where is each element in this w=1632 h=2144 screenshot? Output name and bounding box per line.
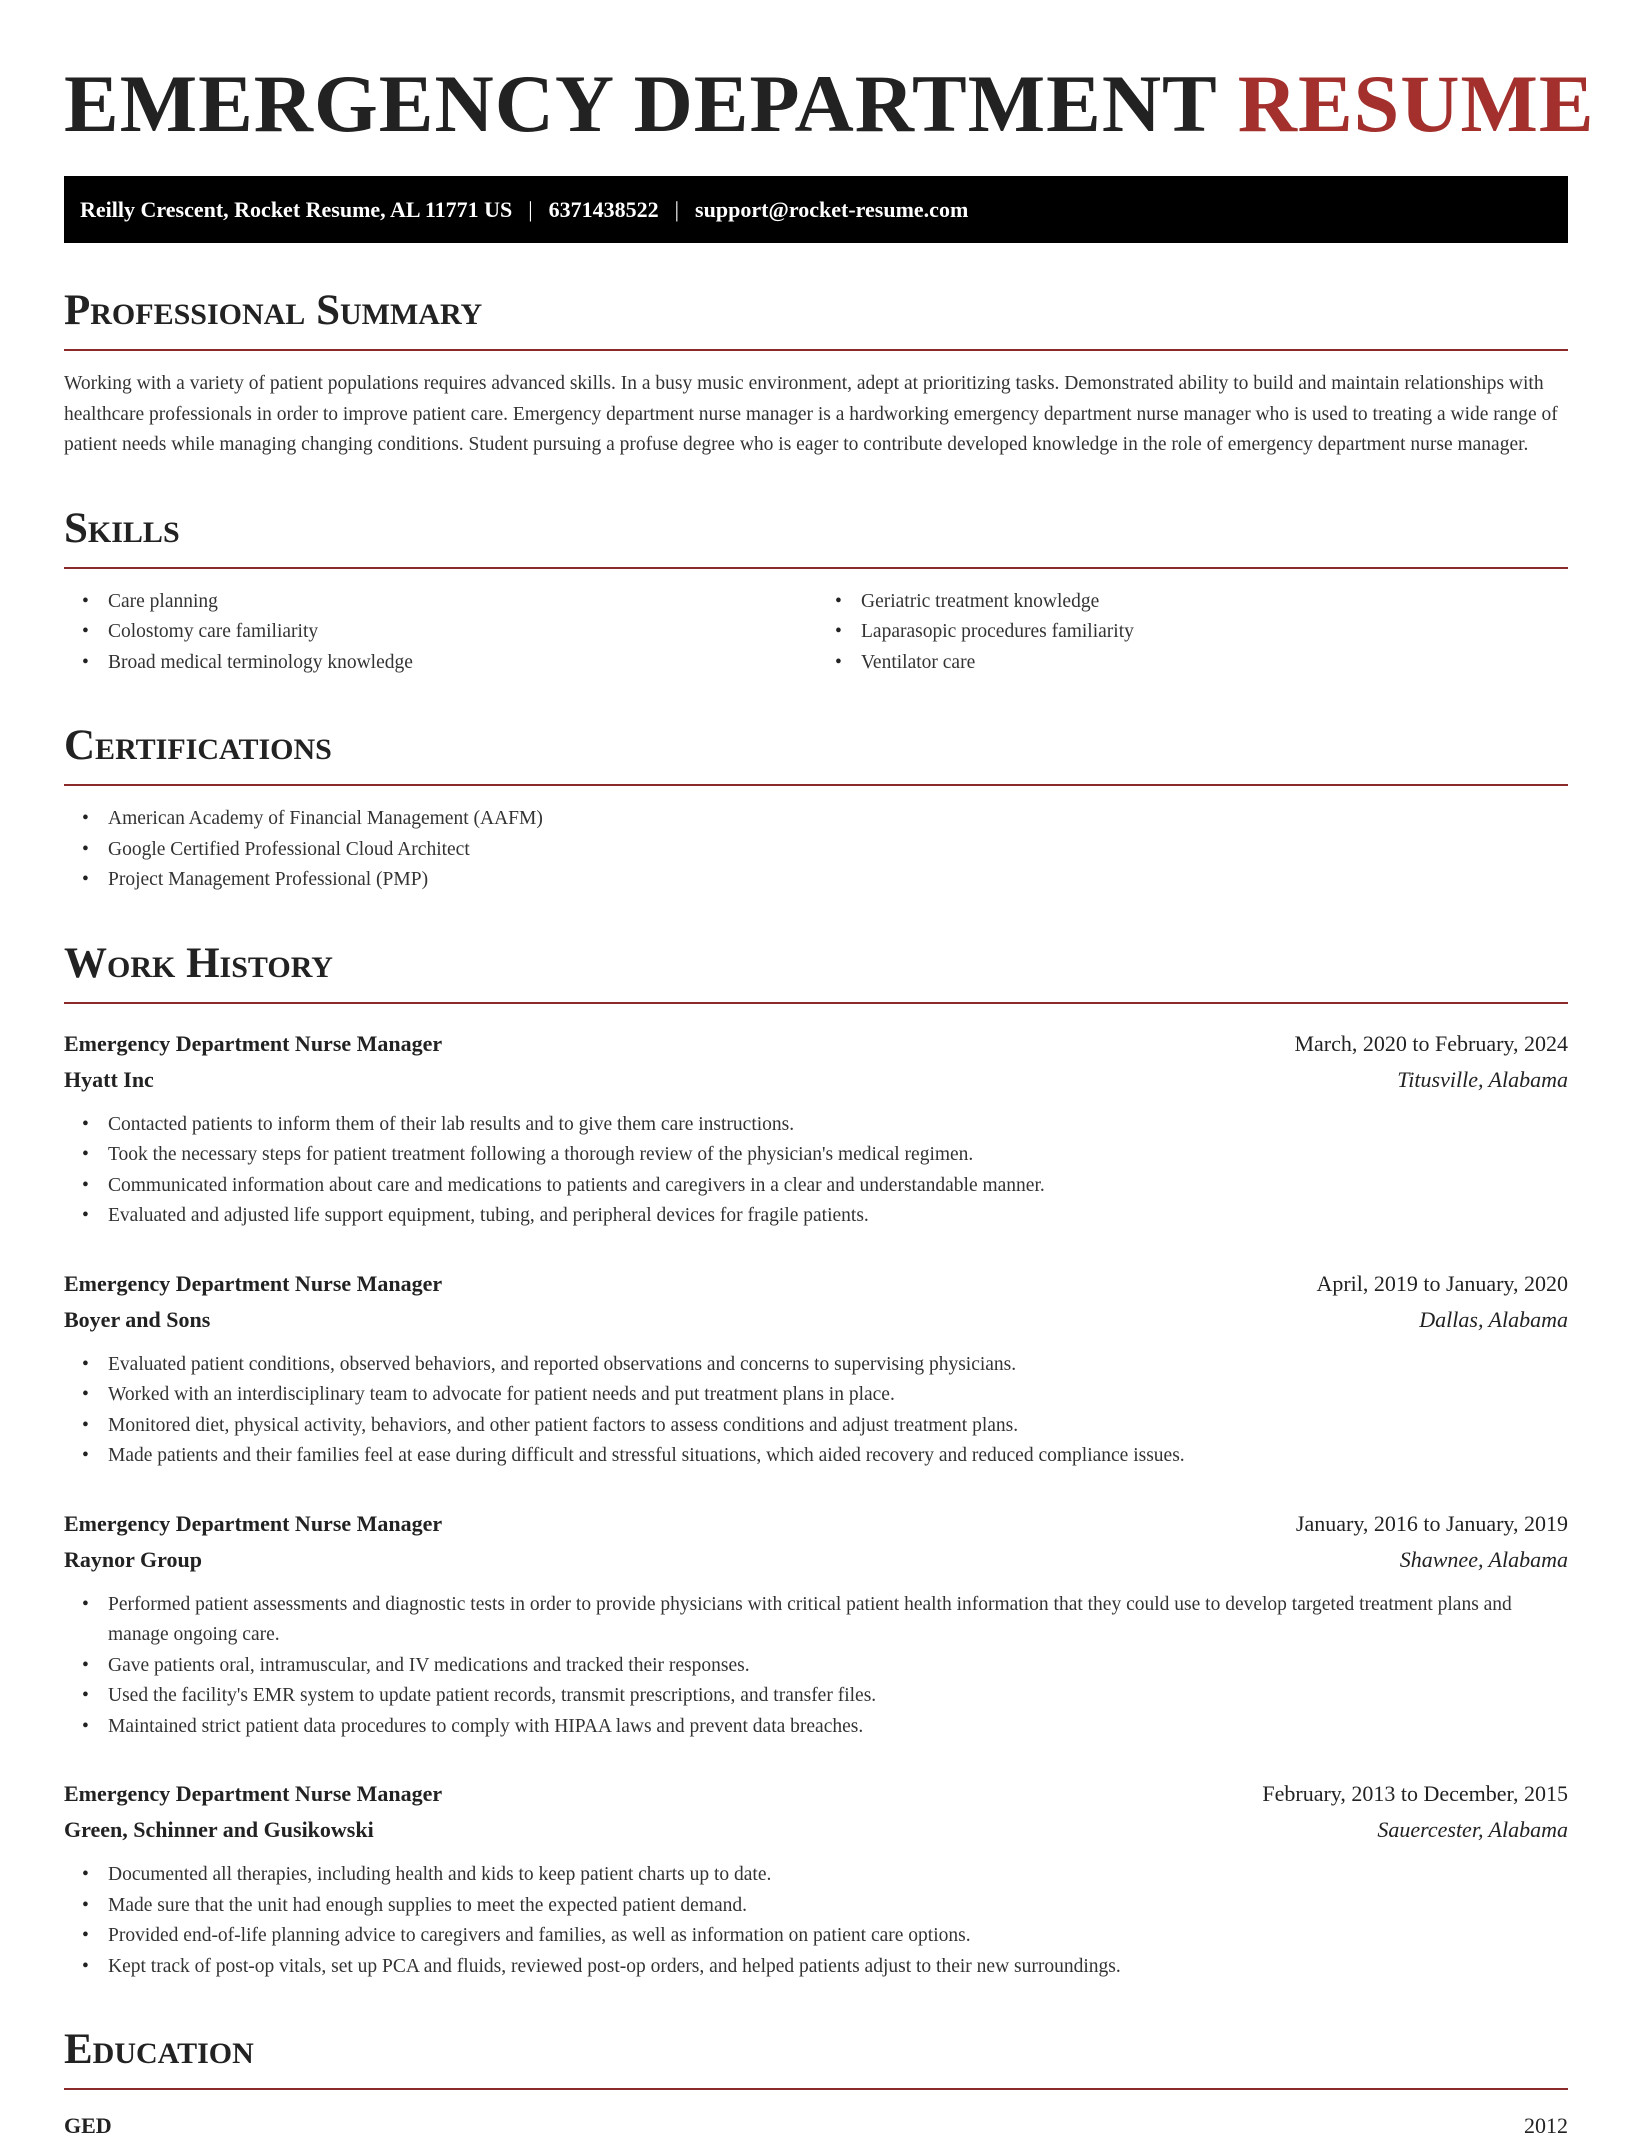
- job-bullets: [64, 1590, 1568, 1743]
- skill-item: • Geriatric treatment knowledge: [861, 587, 1568, 618]
- skill-item: • Laparasopic procedures familiarity: [861, 617, 1568, 648]
- contact-address: Reilly Crescent, Rocket Resume, AL 11771 US: [80, 196, 513, 222]
- education-row: [64, 2108, 1568, 2144]
- job-bullet: • Made sure that the unit had enough supplies to meet the expected patient demand.: [108, 1891, 1568, 1922]
- job-company: Boyer and Sons: [64, 1306, 211, 1332]
- job-entry: [64, 1266, 1568, 1472]
- job-bullet: • Provided end-of-life planning advice to caregivers and families, as well as information on patient care options.: [108, 1921, 1568, 1952]
- job-company: Raynor Group: [64, 1546, 202, 1572]
- section-divider: [64, 349, 1568, 351]
- resume-title: [64, 58, 1595, 149]
- contact-phone: 6371438522: [548, 196, 659, 222]
- job-bullet: • Made patients and their families feel at ease during difficult and stressful situations, which aided recovery and reduced compliance issues.: [108, 1441, 1568, 1472]
- job-location: Dallas, Alabama: [1419, 1306, 1568, 1332]
- job-header-row: [64, 1266, 1568, 1302]
- job-dates: February, 2013 to December, 2015: [1262, 1781, 1568, 1806]
- job-dates: March, 2020 to February, 2024: [1294, 1030, 1568, 1056]
- section-divider: [64, 784, 1568, 786]
- job-title: Emergency Department Nurse Manager: [64, 1510, 443, 1536]
- job-bullet: • Evaluated patient conditions, observed behaviors, and reported observations and concerns to supervising physicians.: [108, 1350, 1568, 1381]
- contact-separator: |: [674, 196, 680, 222]
- job-bullet: • Worked with an interdisciplinary team to advocate for patient needs and put treatment plans in place.: [108, 1380, 1568, 1411]
- skill-item: • Ventilator care: [861, 648, 1568, 679]
- certification-item: • Google Certified Professional Cloud Architect: [108, 835, 1568, 866]
- skills-list-col2: [815, 587, 1568, 679]
- section-title-work-history: Work History: [64, 939, 333, 987]
- job-bullet: • Maintained strict patient data procedures to comply with HIPAA laws and prevent data breaches.: [108, 1712, 1568, 1743]
- section-title-summary: Professional Summary: [64, 287, 483, 334]
- job-header-row: [64, 1776, 1568, 1812]
- job-bullet: • Took the necessary steps for patient treatment following a thorough review of the physician's medical regimen.: [108, 1140, 1568, 1171]
- job-entry: [64, 1026, 1568, 1232]
- section-divider: [64, 1002, 1568, 1004]
- job-company-row: [64, 1302, 1568, 1338]
- section-title-skills: Skills: [64, 504, 180, 552]
- job-dates: January, 2016 to January, 2019: [1295, 1510, 1568, 1536]
- skills-list-col1: [64, 587, 815, 679]
- job-company: Green, Schinner and Gusikowski: [64, 1817, 374, 1842]
- job-bullets: [64, 1110, 1568, 1232]
- job-title: Emergency Department Nurse Manager: [64, 1270, 443, 1296]
- section-divider: [64, 2088, 1568, 2090]
- job-bullet: • Documented all therapies, including health and kids to keep patient charts up to date.: [108, 1860, 1568, 1891]
- section-title-certifications: Certifications: [64, 722, 332, 769]
- job-company-row: [64, 1812, 1568, 1848]
- summary-text: Working with a variety of patient populations requires advanced skills. In a busy music environment, adept at prioritizing tasks. Demonstrated ability to build and maintain relationships with healthcare professionals in order to improve patient care. Emergency department nurse manager is a hardworking emergency department nurse manager who is used to treating a wide range of patient needs while managing changing conditions. Student pursuing a profuse degree who is eager to contribute developed knowledge in the role of emergency department nurse manager.: [64, 373, 1558, 455]
- job-bullet: • Used the facility's EMR system to update patient records, transmit prescriptions, and transfer files.: [108, 1681, 1568, 1712]
- job-entry: [64, 1776, 1568, 1982]
- job-company-row: [64, 1062, 1568, 1098]
- education-degree: GED: [64, 2113, 112, 2138]
- title-main: EMERGENCY DEPARTMENT: [64, 58, 1217, 149]
- certification-item: • Project Management Professional (PMP): [108, 865, 1568, 896]
- job-location: Shawnee, Alabama: [1399, 1546, 1568, 1572]
- job-location: Sauercester, Alabama: [1377, 1817, 1568, 1842]
- section-title-education: Education: [64, 2026, 254, 2073]
- job-bullet: • Gave patients oral, intramuscular, and IV medications and tracked their responses.: [108, 1651, 1568, 1682]
- job-title: Emergency Department Nurse Manager: [64, 1781, 443, 1806]
- certifications-list: [64, 804, 1568, 896]
- skill-item: • Colostomy care familiarity: [108, 617, 815, 648]
- job-bullet: • Kept track of post-op vitals, set up PCA and fluids, reviewed post-op orders, and helped patients adjust to their new surroundings.: [108, 1952, 1568, 1983]
- job-bullets: [64, 1350, 1568, 1472]
- job-header-row: [64, 1026, 1568, 1062]
- job-bullets: [64, 1860, 1568, 1982]
- skill-item: • Broad medical terminology knowledge: [108, 648, 815, 679]
- job-header-row: [64, 1506, 1568, 1542]
- job-bullet: • Communicated information about care and medications to patients and caregivers in a clear and understandable manner.: [108, 1171, 1568, 1202]
- job-company: Hyatt Inc: [64, 1066, 154, 1092]
- contact-bar: [64, 176, 1568, 243]
- job-dates: April, 2019 to January, 2020: [1316, 1270, 1568, 1296]
- certification-item: • American Academy of Financial Management (AAFM): [108, 804, 1568, 835]
- job-bullet: • Contacted patients to inform them of their lab results and to give them care instructions.: [108, 1110, 1568, 1141]
- job-company-row: [64, 1542, 1568, 1578]
- job-bullet: • Evaluated and adjusted life support equipment, tubing, and peripheral devices for fragile patients.: [108, 1201, 1568, 1232]
- skills-grid: [64, 569, 1568, 679]
- job-title: Emergency Department Nurse Manager: [64, 1030, 443, 1056]
- job-bullet: • Performed patient assessments and diagnostic tests in order to provide physicians with critical patient health information that they could use to develop targeted treatment plans and manage ongoing care.: [108, 1590, 1568, 1651]
- contact-email: support@rocket-resume.com: [695, 196, 969, 222]
- title-accent: RESUME: [1237, 58, 1595, 149]
- education-year: 2012: [1524, 2113, 1568, 2138]
- job-location: Titusville, Alabama: [1397, 1066, 1568, 1092]
- skill-item: • Care planning: [108, 587, 815, 618]
- job-bullet: • Monitored diet, physical activity, behaviors, and other patient factors to assess conditions and adjust treatment plans.: [108, 1411, 1568, 1442]
- job-entry: [64, 1506, 1568, 1743]
- contact-separator: |: [528, 196, 533, 222]
